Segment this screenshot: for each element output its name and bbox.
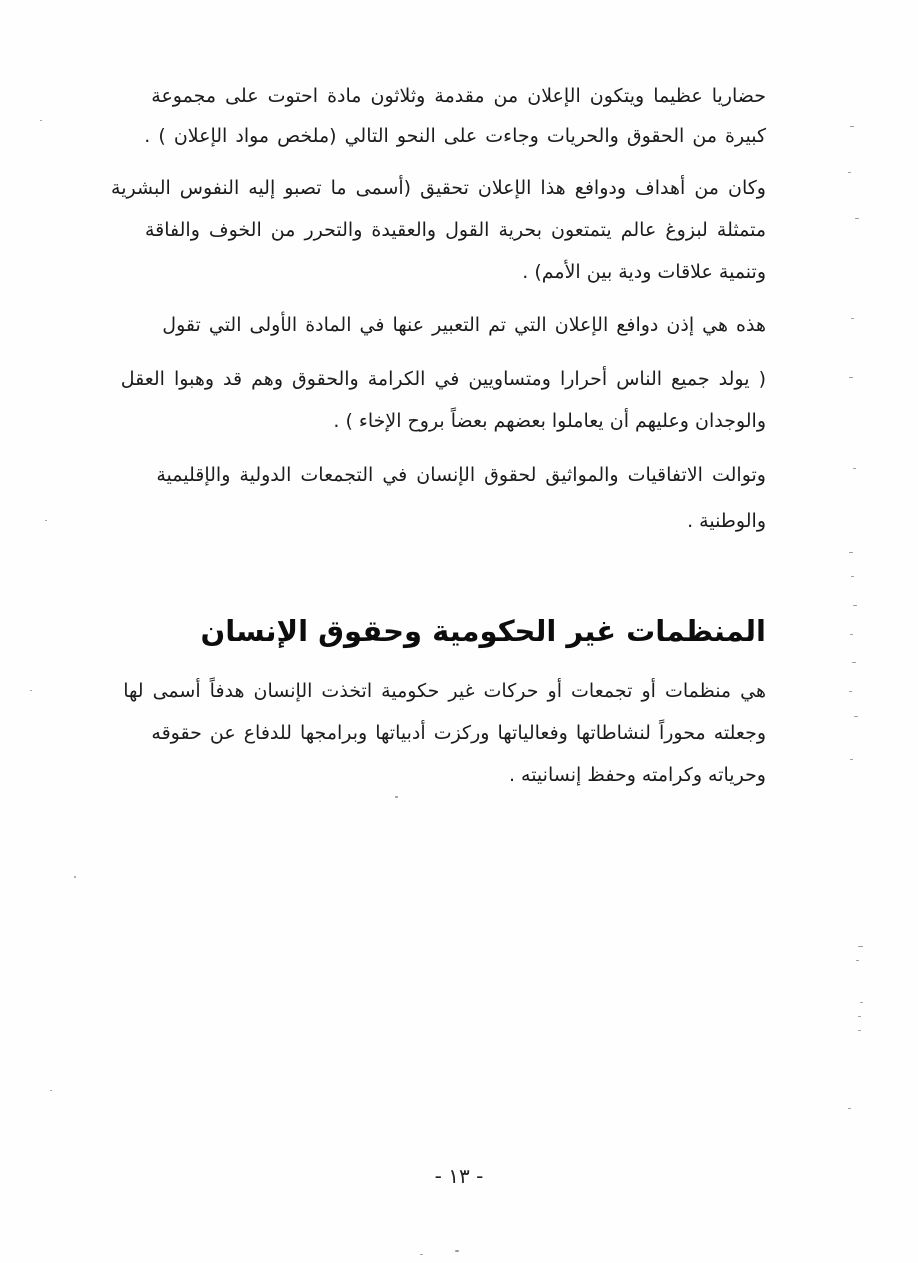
page-number: - ١٣ -	[434, 1164, 484, 1188]
quote-line: ( يولد جميع الناس أحرارا ومتساويين في الكرامة والحقوق وهم قد وهبوا العقل	[120, 368, 766, 390]
section-paragraph-line: وحرياته وكرامته وحفظ إنسانيته .	[508, 764, 766, 786]
paragraph-line: والوطنية .	[687, 510, 766, 532]
section-heading: المنظمات غير الحكومية وحقوق الإنسان	[200, 614, 766, 648]
section-paragraph-line: هي منظمات أو تجمعات أو حركات غير حكومية اتخذت الإنسان هدفاً أسمى لها	[123, 680, 766, 702]
paragraph-line: متمثلة لبزوغ عالم يتمتعون بحرية القول والعقيدة والتحرر من الخوف والفاقة	[144, 219, 766, 241]
paragraph-line: وكان من أهداف ودوافع هذا الإعلان تحقيق (أسمى ما تصبو إليه النفوس البشرية	[111, 177, 766, 199]
paragraph-line: هذه هي إذن دوافع الإعلان التي تم التعبير عنها في المادة الأولى التي تقول	[162, 314, 766, 336]
section-paragraph-line: وجعلته محوراً لنشاطاتها وفعالياتها وركزت أدبياتها وبرامجها للدفاع عن حقوقه	[151, 722, 766, 744]
paragraph-line: حضاريا عظيما ويتكون الإعلان من مقدمة وثلاثون مادة احتوت على مجموعة	[151, 85, 766, 107]
paragraph-line: وتوالت الاتفاقيات والمواثيق لحقوق الإنسان في التجمعات الدولية والإقليمية	[156, 464, 766, 486]
paragraph-line: وتنمية علاقات ودية بين الأمم) .	[522, 261, 766, 283]
quote-line: والوجدان وعليهم أن يعاملوا بعضهم بعضاً بروح الإخاء ) .	[333, 410, 766, 432]
paragraph-line: كبيرة من الحقوق والحريات وجاءت على النحو التالي (ملخص مواد الإعلان ) .	[144, 125, 766, 147]
